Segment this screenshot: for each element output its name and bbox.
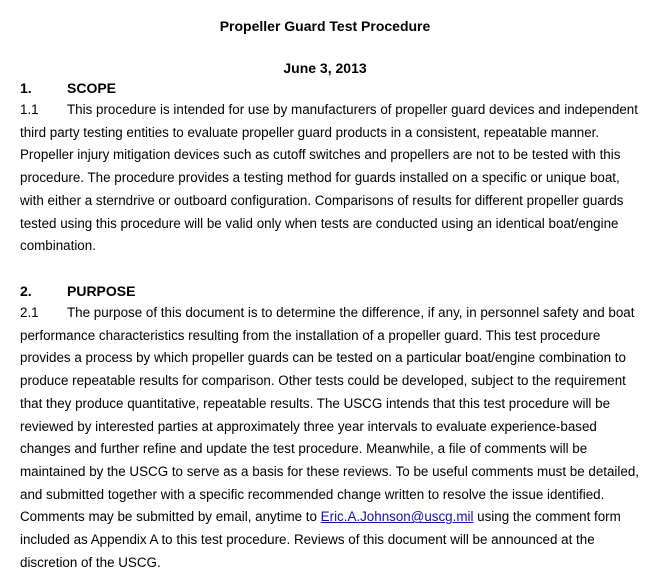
section-number: 1. bbox=[20, 80, 32, 96]
scope-paragraph bbox=[20, 99, 638, 258]
paragraph-line: combination. bbox=[20, 238, 96, 254]
paragraph-line: tested using this procedure will be valid only when tests are conducted using an identical boat/engine bbox=[20, 215, 619, 231]
paragraph-line: produce repeatable results for comparison. Other tests could be developed, subject to the requirement bbox=[20, 373, 626, 389]
document-date: June 3, 2013 bbox=[283, 60, 367, 76]
paragraph-number: 2.1 bbox=[20, 305, 39, 320]
section-heading-scope bbox=[20, 80, 116, 96]
paragraph-line: reviewed by interested parties at approximately three year intervals to evaluate experience-based bbox=[20, 418, 597, 434]
paragraph-line: maintained by the USCG to serve as a basis for these reviews. To be useful comments must be detailed, bbox=[20, 463, 640, 479]
paragraph-line: and submitted together with a specific recommended change written to resolve the issue identified. bbox=[20, 486, 605, 502]
paragraph-line: with either a sterndrive or outboard configuration. Comparisons of results for different propeller guards bbox=[20, 192, 624, 208]
paragraph-line: 2.1 The purpose of this document is to determine the difference, if any, in personnel safety and boat bbox=[20, 302, 632, 325]
paragraph-line: third party testing entities to evaluate propeller guard products in a consistent, repeatable manner. bbox=[20, 124, 600, 140]
paragraph-line: 1.1 This procedure is intended for use by manufacturers of propeller guard devices and independent bbox=[20, 99, 632, 122]
paragraph-line: Comments may be submitted by email, anytime to Eric.A.Johnson@uscg.mil using the comment form bbox=[20, 509, 621, 525]
email-link[interactable]: Eric.A.Johnson@uscg.mil bbox=[320, 509, 474, 525]
section-heading-purpose bbox=[20, 283, 135, 299]
paragraph-line: discretion of the USCG. bbox=[20, 554, 161, 570]
paragraph-number: 1.1 bbox=[20, 102, 39, 117]
paragraph-line: included as Appendix A to this test procedure. Reviews of this document will be announced at the bbox=[20, 532, 595, 548]
section-title: PURPOSE bbox=[67, 283, 136, 299]
paragraph-line: changes and further refine and update the test procedure. Meanwhile, a file of comments will be bbox=[20, 441, 588, 457]
paragraph-line: procedure. The procedure provides a testing method for guards installed on a specific or unique boat, bbox=[20, 170, 620, 186]
paragraph-line: performance characteristics resulting from the installation of a propeller guard. This test procedure bbox=[20, 327, 601, 343]
paragraph-line: Propeller injury mitigation devices such as cutoff switches and propellers are not to be tested with this bbox=[20, 147, 621, 163]
section-number: 2. bbox=[20, 283, 32, 299]
purpose-paragraph bbox=[20, 302, 640, 574]
paragraph-line: that they produce quantitative, repeatable results. The USCG intends that this test procedure will be bbox=[20, 395, 611, 411]
section-title: SCOPE bbox=[67, 80, 117, 96]
paragraph-line: provides a process by which propeller guards can be tested on a particular boat/engine combination to bbox=[20, 350, 626, 366]
document-title: Propeller Guard Test Procedure bbox=[219, 18, 431, 34]
